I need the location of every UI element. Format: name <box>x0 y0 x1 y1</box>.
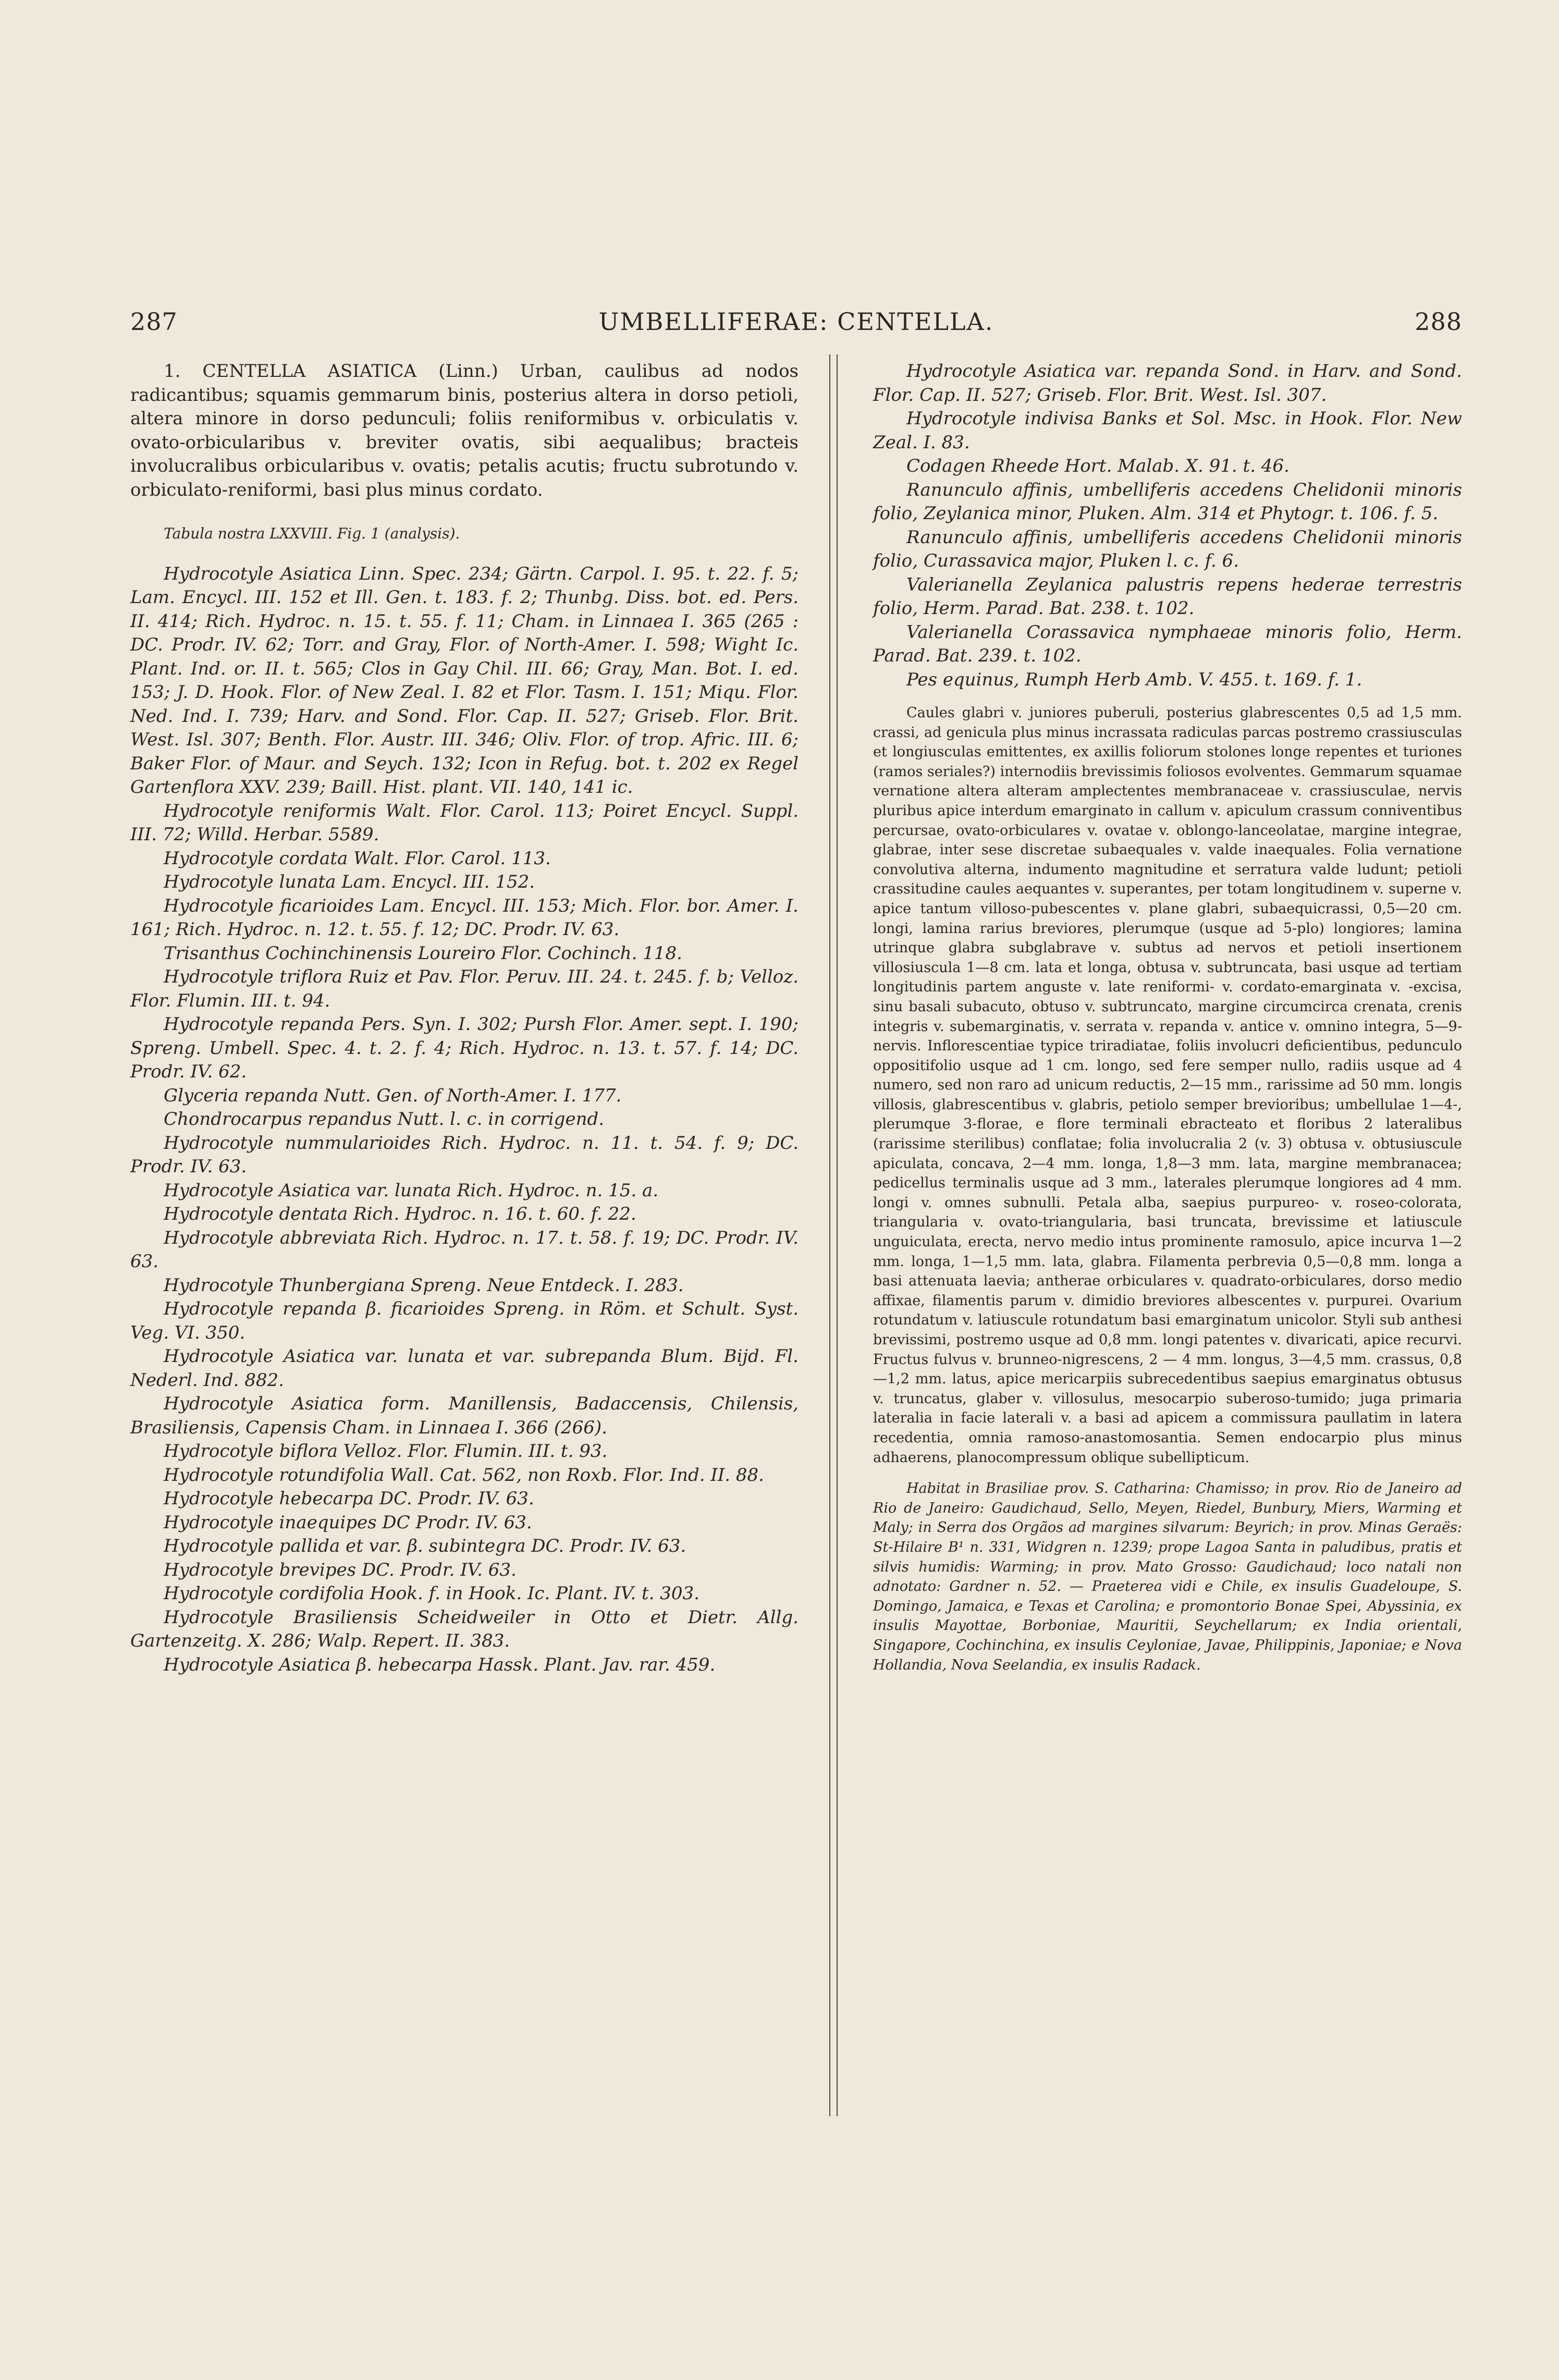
synonym: Glyceria repanda Nutt. Gen. of North-Amer. I. 177. <box>164 1085 622 1106</box>
synonym: Hydrocotyle lunata Lam. Encycl. III. 152. <box>164 872 535 892</box>
synonym: Hydrocotyle nummularioides Rich. Hydroc. n. 11. t. 54. f. 9; DC. Prodr. IV. 63. <box>130 1132 799 1177</box>
synonym: Hydrocotyle Asiatica var. repanda Sond. in Harv. and Sond. Flor. Cap. II. 527; Griseb. Flor. Brit. West. Isl. 307. <box>873 361 1462 406</box>
synonym: Hydrocotyle triflora Ruiz et Pav. Flor. Peruv. III. 24. t. 245. f. b; Velloz. Flor. Flumin. III. t. 94. <box>130 966 799 1011</box>
synonym: Codagen Rheede Hort. Malab. X. 91. t. 46. <box>906 456 1290 476</box>
synonym: Hydrocotyle Brasiliensis Scheidweiler in Otto et Dietr. Allg. Gartenzeitg. X. 286; Walp. Repert. II. 383. <box>130 1606 799 1651</box>
synonym: Hydrocotyle dentata Rich. Hydroc. n. 16. t. 60. f. 22. <box>164 1204 636 1224</box>
synonym: Hydrocotyle ficarioides Lam. Encycl. III. 153; Mich. Flor. bor. Amer. I. 161; Rich. Hydroc. n. 12. t. 55. f. 12; DC. Prodr. IV. 63. <box>130 895 799 940</box>
species-description: Caules glabri v. juniores puberuli, posterius glabrescentes 0,5 ad 1,5 mm. crassi, ad genicula plus minus incrassata radiculas parcas postremo crassiusculas et longiusculas emittentes, ex axillis foliorum stolones longe repentes et turiones (ramos seriales?) internodiis brevissimis foliosos evolventes. Gemmarum squamae vernatione altera alteram amplectentes membranaceae v. crassiusculae, nervis pluribus apice interdum emarginato in callum v. apiculum crassum conniventibus percursae, ovato-orbiculares v. ovatae v. oblongo-lanceolatae, margine integrae, glabrae, inter sese discretae subaequales v. valde inaequales. Folia vernatione convolutiva alterna, indumento magnitudine et serratura valde ludunt; petioli crassitudine caules aequantes v. superantes, per totam longitudinem v. superne v. apice tantum villoso-pubescentes v. plane glabri, subaequicrassi, 0,5—20 cm. longi, lamina rarius breviores, plerumque (usque ad 5-plo) longiores; lamina utrinque glabra subglabrave v. subtus ad nervos et petioli insertionem villosiuscula 1—8 cm. lata et longa, obtusa v. subtruncata, basi usque ad tertiam longitudinis partem anguste v. late reniformi- v. cordato-emarginata v. -excisa, sinu basali subacuto, obtuso v. subtruncato, margine circumcirca crenata, crenis integris v. subemarginatis, v. serrata v. repanda v. antice v. omnino integra, 5—9-nervis. Inflorescentiae typice triradiatae, foliis involucri deficientibus, pedunculo oppositifolio usque ad 1 cm. longo, sed fere semper nullo, radiis usque ad 4 numero, sed non raro ad unicum reductis, 2—15 mm., rarissime ad 50 mm. longis villosis, glabrescentibus v. glabris, petiolo semper brevioribus; umbellulae 1—4-, plerumque 3-florae, e flore terminali ebracteato et floribus 2 lateralibus (rarissime sterilibus) conflatae; folia involucralia 2 (v. 3) obtusa v. obtusiuscule apiculata, concava, 2—4 mm. longa, 1,8—3 mm. lata, margine membranacea; pedicellus terminalis usque ad 3 mm., laterales plerumque longiores ad 4 mm. longi v. omnes subnulli. Petala alba, saepius purpureo- v. roseo-colorata, triangularia v. ovato-triangularia, basi truncata, brevissime et latiuscule unguiculata, erecta, nervo medio intus prominente ramosulo, apice incurva 1—2 mm. longa, 1—1,5 mm. lata, glabra. Filamenta perbrevia 0,5—0,8 mm. longa a basi attenuata laevia; antherae orbiculares v. quadrato-orbiculares, dorso medio affixae, filamentis parum v. dimidio breviores albescentes v. purpurei. Ovarium rotundatum v. latiuscule rotundatum basi emarginatum unicolor. Styli sub anthesi brevissimi, postremo usque ad 0,8 mm. longi patentes v. divaricati, apice recurvi. Fructus fulvus v. brunneo-nigrescens, 2 — 4 mm. longus, 3—4,5 mm. crassus, 0,8—1,2 mm. latus, apice mericarpiis subrecedentibus saepius emarginatus obtusus v. truncatus, glaber v. villosulus, mesocarpio suberoso-tumido; juga primaria lateralia in facie laterali v. a basi ad apicem a commissura paullatim in latera recedentia, omnia ramoso-anastomosantia. Semen endocarpio plus minus adhaerens, planocompressum oblique subellipticum. <box>873 705 1462 1466</box>
species-diagnosis: 1. CENTELLA ASIATICA (Linn.) Urban, caulibus ad nodos radicantibus; squamis gemmarum binis, posterius altera in dorso petioli, altera minore in dorso pedunculi; foliis reniformibus v. orbiculatis v. ovato-orbicularibus v. breviter ovatis, sibi aequalibus; bracteis involucralibus orbicularibus v. ovatis; petalis acutis; fructu subrotundo v. orbiculato-reniformi, basi plus minus cordato. <box>130 361 799 500</box>
left-column <box>130 360 799 1677</box>
synonym: Hydrocotyle Asiatica β. hebecarpa Hassk. Plant. Jav. rar. 459. <box>164 1654 716 1675</box>
page-header <box>130 308 1462 344</box>
synonym: Hydrocotyle hebecarpa DC. Prodr. IV. 63. <box>164 1488 534 1509</box>
synonym: Pes equinus, Rumph Herb Amb. V. 455. t. 169. f. 1. <box>906 669 1362 690</box>
page-number-right: 288 <box>1415 308 1462 336</box>
synonym: Hydrocotyle biflora Velloz. Flor. Flumin. III. t. 93. <box>164 1441 608 1462</box>
synonym: Hydrocotyle Asiatica Linn. Spec. 234; Gärtn. Carpol. I. 95. t. 22. f. 5; Lam. Encycl. III. 152 et Ill. Gen. t. 183. f. 2; Thunbg. Diss. bot. ed. Pers. II. 414; Rich. Hydroc. n. 15. t. 55. f. 11; Cham. in Linnaea I. 365 (265 : DC. Prodr. IV. 62; Torr. and Gray, Flor. of North-Amer. I. 598; Wight Ic. Plant. Ind. or. II. t. 565; Clos in Gay Chil. III. 66; Gray, Man. Bot. I. ed. 153; J. D. Hook. Flor. of New Zeal. I. 82 et Flor. Tasm. I. 151; Miqu. Flor. Ned. Ind. I. 739; Harv. and Sond. Flor. Cap. II. 527; Griseb. Flor. Brit. West. Isl. 307; Benth. Flor. Austr. III. 346; Oliv. Flor. of trop. Afric. III. 6; Baker Flor. of Maur. and Seych. 132; Icon in Refug. bot. t. 202 ex Regel Gartenflora XXV. 239; Baill. Hist. plant. VII. 140, 141 ic. <box>130 563 799 798</box>
synonym: Valerianella Zeylanica palustris repens hederae terrestris folio, Herm. Parad. Bat. 238. t. 102. <box>873 574 1462 619</box>
synonym: Hydrocotyle cordifolia Hook. f. in Hook. Ic. Plant. IV. t. 303. <box>164 1583 699 1604</box>
synonym: Hydrocotyle rotundifolia Wall. Cat. 562, non Roxb. Flor. Ind. II. 88. <box>164 1464 764 1486</box>
synonym: Hydrocotyle inaequipes DC Prodr. IV. 63. <box>164 1512 532 1533</box>
synonym: Hydrocotyle reniformis Walt. Flor. Carol. 113; Poiret Encycl. Suppl. III. 72; Willd. Herbar. 5589. <box>130 800 799 845</box>
synonym: Hydrocotyle Thunbergiana Spreng. Neue Entdeck. I. 283. <box>164 1274 684 1296</box>
synonym: Ranunculo affinis, umbelliferis accedens Chelidonii minoris folio, Zeylanica minor, Pluken. Alm. 314 et Phytogr. t. 106. f. 5. <box>873 479 1462 524</box>
synonym: Hydrocotyle brevipes DC. Prodr. IV. 63. <box>164 1559 517 1580</box>
page-number-left: 287 <box>130 308 178 336</box>
synonym: Hydrocotyle repanda Pers. Syn. I. 302; Pursh Flor. Amer. sept. I. 190; Spreng. Umbell. Spec. 4. t. 2. f. 4; Rich. Hydroc. n. 13. t. 57. f. 14; DC. Prodr. IV. 62. <box>130 1014 799 1082</box>
right-column <box>873 360 1462 1675</box>
synonym: Hydrocotyle Asiatica var. lunata et var. subrepanda Blum. Bijd. Fl. Nederl. Ind. 882. <box>130 1346 799 1391</box>
synonym: Hydrocotyle Asiatica form. Manillensis, Badaccensis, Chilensis, Brasiliensis, Capensis Cham. in Linnaea I. 366 (266). <box>130 1393 799 1438</box>
synonym: Hydrocotyle repanda β. ficarioides Spreng. in Röm. et Schult. Syst. Veg. VI. 350. <box>130 1298 799 1343</box>
synonym: Hydrocotyle abbreviata Rich. Hydroc. n. 17. t. 58. f. 19; DC. Prodr. IV. 63. <box>130 1227 799 1272</box>
synonym: Hydrocotyle cordata Walt. Flor. Carol. 113. <box>164 848 551 869</box>
synonym: Hydrocotyle indivisa Banks et Sol. Msc. in Hook. Flor. New Zeal. I. 83. <box>873 408 1462 453</box>
synonym: Ranunculo affinis, umbelliferis accedens Chelidonii minoris folio, Curassavica major, Pluken l. c. f. 6. <box>873 526 1462 571</box>
synonym: Valerianella Corassavica nymphaeae minoris folio, Herm. Parad. Bat. 239. t. 102. <box>873 621 1462 666</box>
plate-reference: Tabula nostra LXXVIII. Fig. 1 (analysis). <box>164 525 460 542</box>
habitat-paragraph: Habitat in Brasiliae prov. S. Catharina: Chamisso; in prov. Rio de Janeiro ad Rio de Janeiro: Gaudichaud, Sello, Meyen, Riedel, Bunbury, Miers, Warming et Maly; in Serra dos Orgãos ad margines silvarum: Beyrich; in prov. Minas Geraës: St-Hilaire B¹ n. 331, Widgren n. 1239; prope Lagoa Santa in paludibus, pratis et silvis humidis: Warming; in prov. Mato Grosso: Gaudichaud; loco natali non adnotato: Gardner n. 52. — Praeterea vidi e Chile, ex insulis Guadeloupe, S. Domingo, Jamaica, e Texas et Carolina; e promontorio Bonae Spei, Abyssinia, ex insulis Mayottae, Borboniae, Mauritii, Seychellarum; ex India orientali, Singapore, Cochinchina, ex insulis Ceyloniae, Javae, Philippinis, Japoniae; e Nova Hollandia, Nova Seelandia, ex insulis Radack. <box>873 1480 1462 1673</box>
column-divider <box>829 354 838 2116</box>
synonym: Chondrocarpus repandus Nutt. l. c. in corrigend. <box>164 1109 605 1130</box>
running-title: UMBELLIFERAE: CENTELLA. <box>598 308 994 336</box>
synonym: Hydrocotyle pallida et var. β. subintegra DC. Prodr. IV. 63. <box>164 1536 686 1556</box>
synonym: Hydrocotyle Asiatica var. lunata Rich. Hydroc. n. 15. a. <box>164 1180 659 1201</box>
synonym: Trisanthus Cochinchinensis Loureiro Flor. Cochinch. 118. <box>164 942 682 964</box>
